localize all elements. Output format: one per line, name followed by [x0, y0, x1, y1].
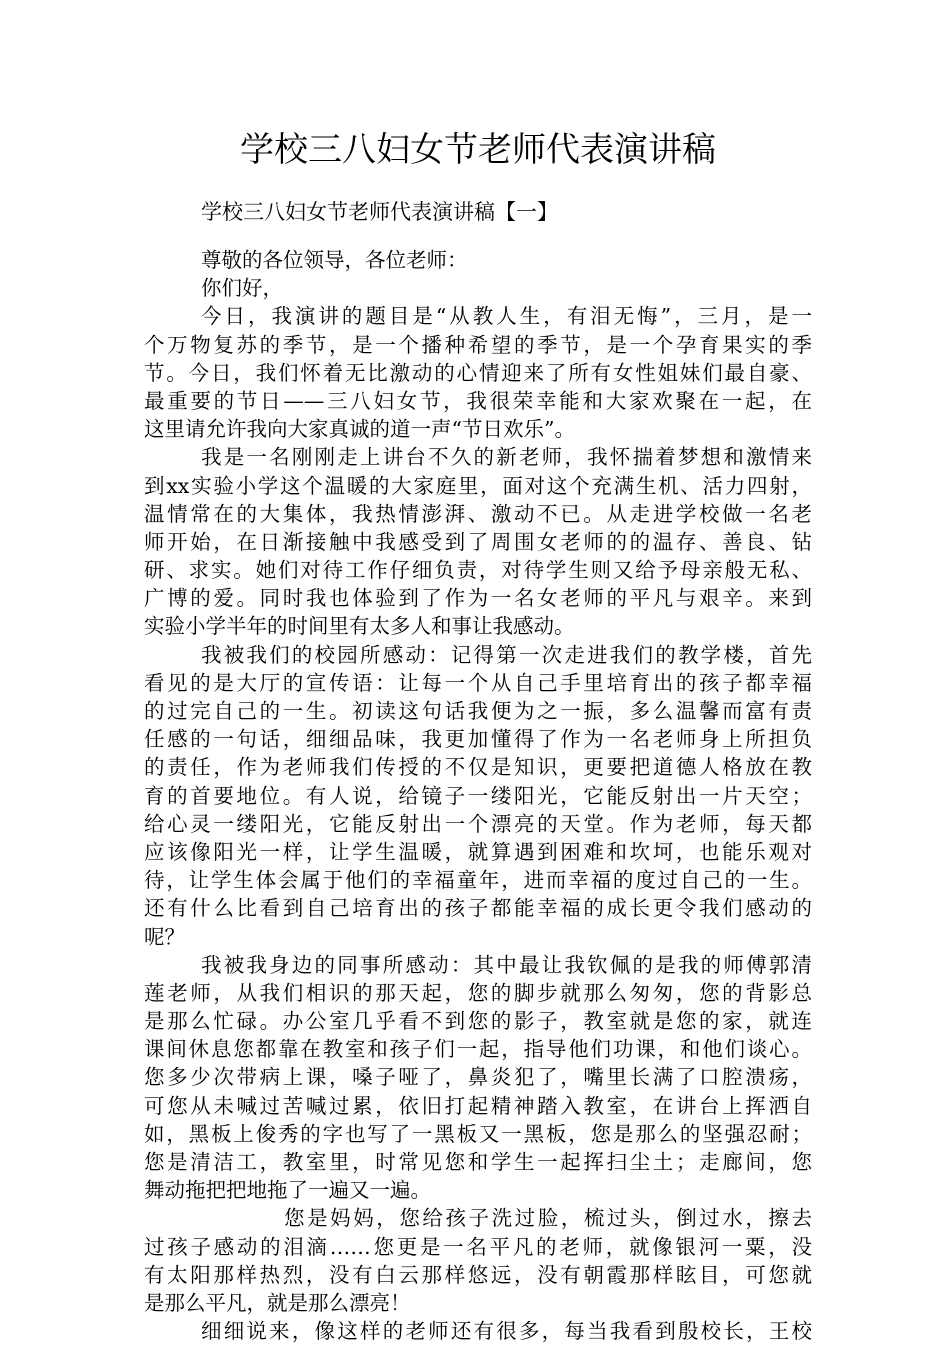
paragraph-line: 实验小学半年的时间里有太多人和事让我感动。 [144, 614, 575, 639]
document-body [144, 246, 812, 1345]
paragraph-line: 广博的爱。同时我也体验到了作为一名女老师的平凡与艰辛。来到 [144, 586, 812, 611]
paragraph-line: 呢？ [144, 924, 185, 949]
paragraph-line: 是那么平凡，就是那么漂亮！ [144, 1290, 411, 1315]
paragraph-line: 的责任，作为老师我们传授的不仅是知识，更要把道德人格放在教 [144, 755, 812, 780]
paragraph-line: 节。今日，我们怀着无比激动的心情迎来了所有女性姐妹们最自豪、 [144, 360, 812, 385]
paragraph-line: 师开始，在日渐接触中我感受到了周围女老师的的温存、善良、钻 [144, 529, 812, 554]
paragraph-line: 今日，我演讲的题目是“从教人生，有泪无悔”，三月，是一 [201, 304, 812, 329]
section-heading: 学校三八妇女节老师代表演讲稿【一】 [201, 200, 558, 224]
paragraph-line: 舞动拖把把地拖了一遍又一遍。 [144, 1178, 431, 1203]
paragraph-line: 应该像阳光一样，让学生温暖，就算遇到困难和坎坷，也能乐观对 [144, 839, 812, 864]
paragraph-line: 我被我们的校园所感动：记得第一次走进我们的教学楼，首先 [201, 642, 812, 667]
paragraph-line: 是那么忙碌。办公室几乎看不到您的影子，教室就是您的家，就连 [144, 1009, 812, 1034]
paragraph-line: 育的首要地位。有人说，给镜子一缕阳光，它能反射出一片天空； [144, 783, 812, 808]
paragraph-line: 研、求实。她们对待工作仔细负责，对待学生则又给予母亲般无私、 [144, 558, 812, 583]
paragraph-line: 莲老师，从我们相识的那天起，您的脚步就那么匆匆，您的背影总 [144, 980, 812, 1005]
paragraph-line: 细细说来，像这样的老师还有很多，每当我看到殷校长，王校 [201, 1319, 812, 1344]
paragraph-line: 的过完自己的一生。初读这句话我便为之一振，多么温馨而富有责 [144, 699, 812, 723]
paragraph-line: 课间休息您都靠在教室和孩子们一起，指导他们功课，和他们谈心。 [144, 1037, 812, 1062]
paragraph-line: 任感的一句话，细细品味，我更加懂得了作为一名老师身上所担负 [144, 727, 812, 752]
paragraph-line: 看见的是大厅的宣传语：让每一个从自己手里培育出的孩子都幸福 [144, 670, 812, 695]
paragraph-line: 您是妈妈，您给孩子洗过脸，梳过头，倒过水，擦去 [284, 1206, 812, 1231]
paragraph-line: 给心灵一缕阳光，它能反射出一个漂亮的天堂。作为老师，每天都 [144, 811, 812, 836]
paragraph-line: 个万物复苏的季节，是一个播种希望的季节，是一个孕育果实的季 [144, 332, 812, 357]
paragraph-line: 温情常在的大集体，我热情澎湃、激动不已。从走进学校做一名老 [144, 501, 812, 526]
paragraph-line: 有太阳那样热烈，没有白云那样悠远，没有朝霞那样眩目，可您就 [144, 1262, 812, 1287]
paragraph-line: 这里请允许我向大家真诚的道一声“节日欢乐”。 [144, 417, 575, 442]
document-title: 学校三八妇女节老师代表演讲稿 [240, 130, 716, 170]
paragraph-line: 尊敬的各位领导，各位老师： [201, 248, 468, 272]
paragraph-line: 你们好， [201, 276, 283, 301]
paragraph-line: 到xx实验小学这个温暖的大家庭里，面对这个充满生机、活力四射， [144, 473, 812, 498]
paragraph-line: 还有什么比看到自己培育出的孩子都能幸福的成长更令我们感动的 [144, 896, 812, 921]
paragraph-line: 如，黑板上俊秀的字也写了一黑板又一黑板，您是那么的坚强忍耐； [144, 1121, 812, 1146]
paragraph-line: 过孩子感动的泪滴……您更是一名平凡的老师，就像银河一粟，没 [144, 1234, 812, 1259]
paragraph-line: 您是清洁工，教室里，时常见您和学生一起挥扫尘土；走廊间，您 [144, 1150, 812, 1174]
paragraph-line: 可您从未喊过苦喊过累，依旧打起精神踏入教室，在讲台上挥洒自 [144, 1093, 812, 1118]
paragraph-line: 我是一名刚刚走上讲台不久的新老师，我怀揣着梦想和激情来 [201, 445, 812, 470]
paragraph-line: 最重要的节日——三八妇女节，我很荣幸能和大家欢聚在一起，在 [144, 388, 812, 413]
paragraph-line: 待，让学生体会属于他们的幸福童年，进而幸福的度过自己的一生。 [144, 868, 812, 893]
paragraph-line: 您多少次带病上课，嗓子哑了，鼻炎犯了，嘴里长满了口腔溃疡， [144, 1065, 812, 1090]
paragraph-line: 我被我身边的同事所感动：其中最让我钦佩的是我的师傅郭清 [201, 952, 812, 977]
